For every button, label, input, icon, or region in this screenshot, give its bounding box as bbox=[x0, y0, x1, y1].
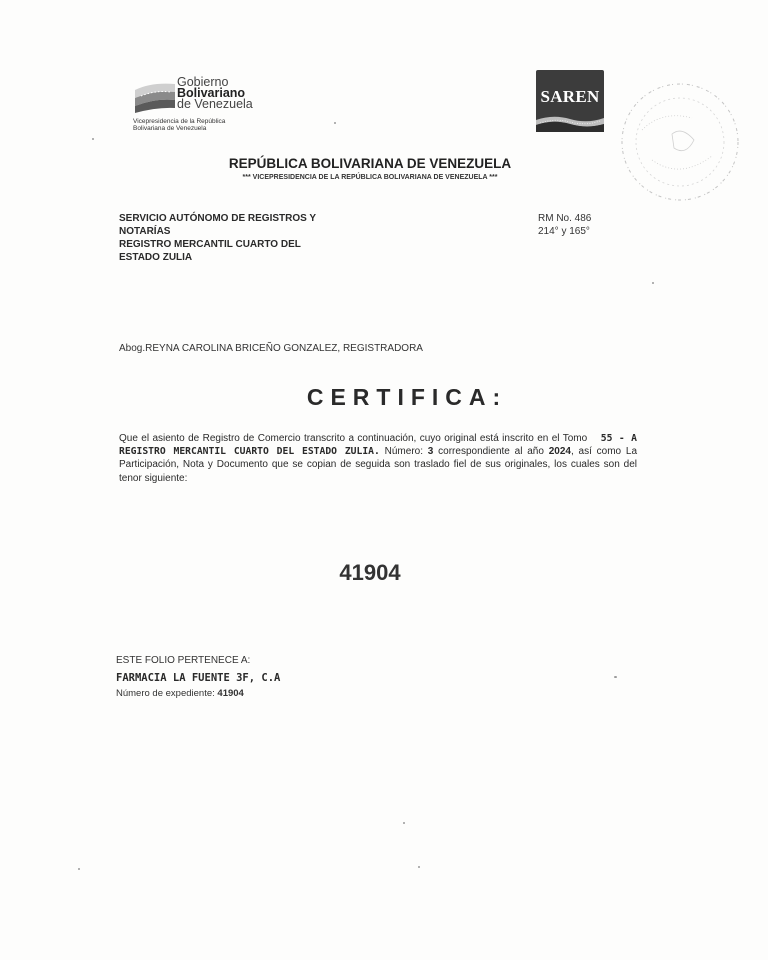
para-text-1: Que el asiento de Registro de Comercio transcrito a continuación, cuyo original está inscrito en el Tomo bbox=[119, 433, 588, 444]
office-line-4: ESTADO ZULIA bbox=[119, 252, 193, 263]
folio-label: ESTE FOLIO PERTENECE A: bbox=[116, 655, 251, 666]
expediente-label: Número de expediente: bbox=[116, 688, 215, 699]
gov-sub-line-2: Bolivariana de Venezuela bbox=[133, 125, 207, 132]
rm-number: RM No. 486 bbox=[538, 213, 592, 224]
scan-speck bbox=[652, 282, 654, 284]
venezuela-flag-icon bbox=[133, 80, 177, 114]
numero-value: 3 bbox=[427, 446, 434, 458]
gobierno-logo bbox=[133, 76, 283, 138]
scan-speck bbox=[92, 138, 94, 140]
gov-sub-line-1: Vicepresidencia de la República bbox=[133, 118, 226, 125]
gobierno-logo-text bbox=[177, 77, 253, 110]
scan-speck bbox=[78, 868, 80, 870]
vicepresidency-subtitle: *** VICEPRESIDENCIA DE LA REPÚBLICA BOLIVARIANA DE VENEZUELA *** bbox=[242, 174, 498, 181]
rm-number-block bbox=[538, 212, 591, 238]
office-line-2: NOTARÍAS bbox=[119, 226, 171, 237]
rm-years: 214° y 165° bbox=[538, 226, 590, 237]
expediente-big-number: 41904 bbox=[339, 560, 401, 585]
saren-logo-text: SAREN bbox=[540, 87, 600, 106]
saren-logo bbox=[536, 70, 604, 132]
gov-line-1: Gobierno bbox=[177, 75, 229, 89]
certifica-heading: CERTIFICA: bbox=[306, 384, 508, 410]
certification-paragraph bbox=[119, 432, 637, 485]
official-seal-stamp bbox=[612, 70, 744, 208]
expediente-number: 41904 bbox=[217, 688, 244, 699]
anio-value: 2024 bbox=[548, 446, 571, 458]
scan-speck bbox=[334, 122, 336, 124]
para-text-2: Número: bbox=[384, 446, 423, 458]
para-text-4: , así como La Participación, Nota y Documento que se copian de seguida son traslado fiel de sus originales, los cuales son del tenor siguiente: bbox=[119, 446, 638, 484]
tomo-value: 55 - A REGISTRO MERCANTIL CUARTO DEL ESTADO ZULIA. bbox=[119, 433, 638, 458]
para-text-3: correspondiente al año bbox=[438, 446, 544, 458]
registrar-name: Abog.REYNA CAROLINA BRICEÑO GONZALEZ, REGISTRADORA bbox=[119, 343, 423, 354]
expediente-line bbox=[116, 688, 244, 699]
scan-speck bbox=[403, 822, 405, 824]
republic-title: REPÚBLICA BOLIVARIANA DE VENEZUELA bbox=[228, 156, 512, 171]
saren-wave-icon bbox=[536, 112, 604, 132]
gobierno-logo-subtitle bbox=[133, 118, 225, 132]
scan-speck bbox=[418, 866, 420, 868]
scan-speck bbox=[614, 676, 617, 678]
folio-owner: FARMACIA LA FUENTE 3F, C.A bbox=[116, 672, 281, 684]
gov-line-3: de Venezuela bbox=[177, 97, 253, 111]
office-line-3: REGISTRO MERCANTIL CUARTO DEL bbox=[119, 239, 301, 250]
office-line-1: SERVICIO AUTÓNOMO DE REGISTROS Y bbox=[119, 213, 317, 224]
gov-line-2: Bolivariano bbox=[177, 86, 246, 100]
registry-office-block bbox=[119, 212, 379, 264]
